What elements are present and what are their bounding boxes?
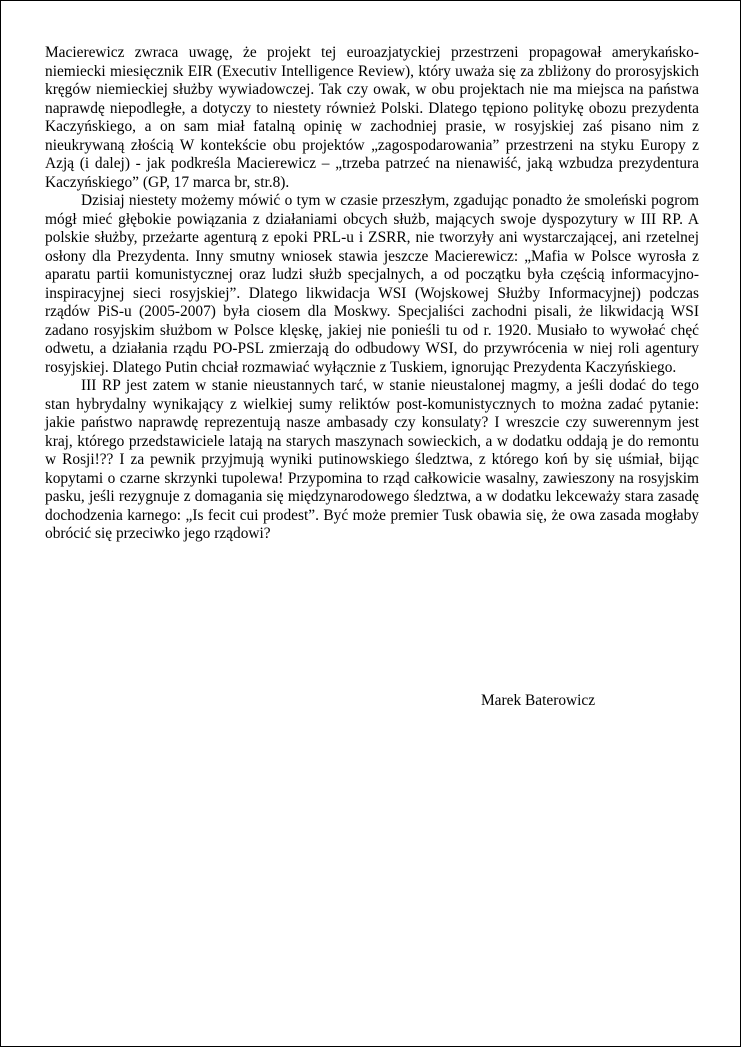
article-body — [45, 44, 699, 544]
paragraph-2: Dzisiaj niestety możemy mówić o tym w czasie przeszłym, zgadując ponadto że smoleński pogrom mógł mieć głębokie powiązania z działaniami obcych służb, mających swoje dyspozytury w III RP. A polskie służby, przeżarte agenturą z epoki PRL-u i ZSRR, nie tworzyły ani wystarczającej, ani rzetelnej osłony dla Prezydenta. Inny smutny wniosek stawia jeszcze Macierewicz: „Mafia w Polsce wyrosła z aparatu partii komunistycznej oraz ludzi służb specjalnych, a od początku była częścią informacyjno-inspiracyjnej sieci rosyjskiej”. Dlatego likwidacja WSI (Wojskowej Służby Informacyjnej) podczas rządów PiS-u (2005-2007) była ciosem dla Moskwy. Specjaliści zachodni pisali, że likwidacją WSI zadano rosyjskim służbom w Polsce klęskę, jakiej nie ponieśli tu od r. 1920. Musiało to wywołać chęć odwetu, a działania rządu PO-PSL zmierzają do odbudowy WSI, do przywrócenia w niej roli agentury rosyjskiej. Dlatego Putin chciał rozmawiać wyłącznie z Tuskiem, ignorując Prezydenta Kaczyńskiego. — [45, 192, 699, 376]
author-signature: Marek Baterowicz — [481, 692, 596, 709]
paragraph-1: Macierewicz zwraca uwagę, że projekt tej euroazjatyckiej przestrzeni propagował amerykańsko-niemiecki miesięcznik EIR (Executiv Intelligence Review), który uważa się za zbliżony do prorosyjskich kręgów niemieckiej służby wywiadowczej. Tak czy owak, w obu projektach nie ma miejsca na państwa naprawdę niepodległe, a dotyczy to niestety również Polski. Dlatego tępiono politykę obozu prezydenta Kaczyńskiego, a on sam miał fatalną opinię w zachodniej prasie, w rosyjskiej zaś pisano nim z nieukrywaną złością W kontekście obu projektów „zagospodarowania” przestrzeni na styku Europy z Azją (i dalej) - jak podkreśla Macierewicz – „trzeba patrzeć na nienawiść, jaką wzbudza prezydentura Kaczyńskiego” (GP, 17 marca br, str.8). — [45, 44, 699, 191]
paragraph-3: III RP jest zatem w stanie nieustannych tarć, w stanie nieustalonej magmy, a jeśli dodać do tego stan hybrydalny wynikający z wielkiej sumy reliktów post-komunistycznych to można zadać pytanie: jakie państwo naprawdę reprezentują nasze ambasady czy konsulaty? I wreszcie czy suwerennym jest kraj, którego przedstawiciele latają na starych maszynach sowieckich, a w dodatku oddają je do remontu w Rosji!?? I za pewnik przyjmują wyniki putinowskiego śledztwa, z którego koń by się uśmiał, bijąc kopytami o czarne skrzynki tupolewa! Przypomina to rząd całkowicie wasalny, zawieszony na rosyjskim pasku, jeśli rezygnuje z domagania się międzynarodowego śledztwa, a w dodatku lekceważy stara zasadę dochodzenia karnego: „Is fecit cui prodest”. Być może premier Tusk obawia się, że owa zasada mogłaby obrócić się przeciwko jego rządowi? — [45, 377, 699, 542]
